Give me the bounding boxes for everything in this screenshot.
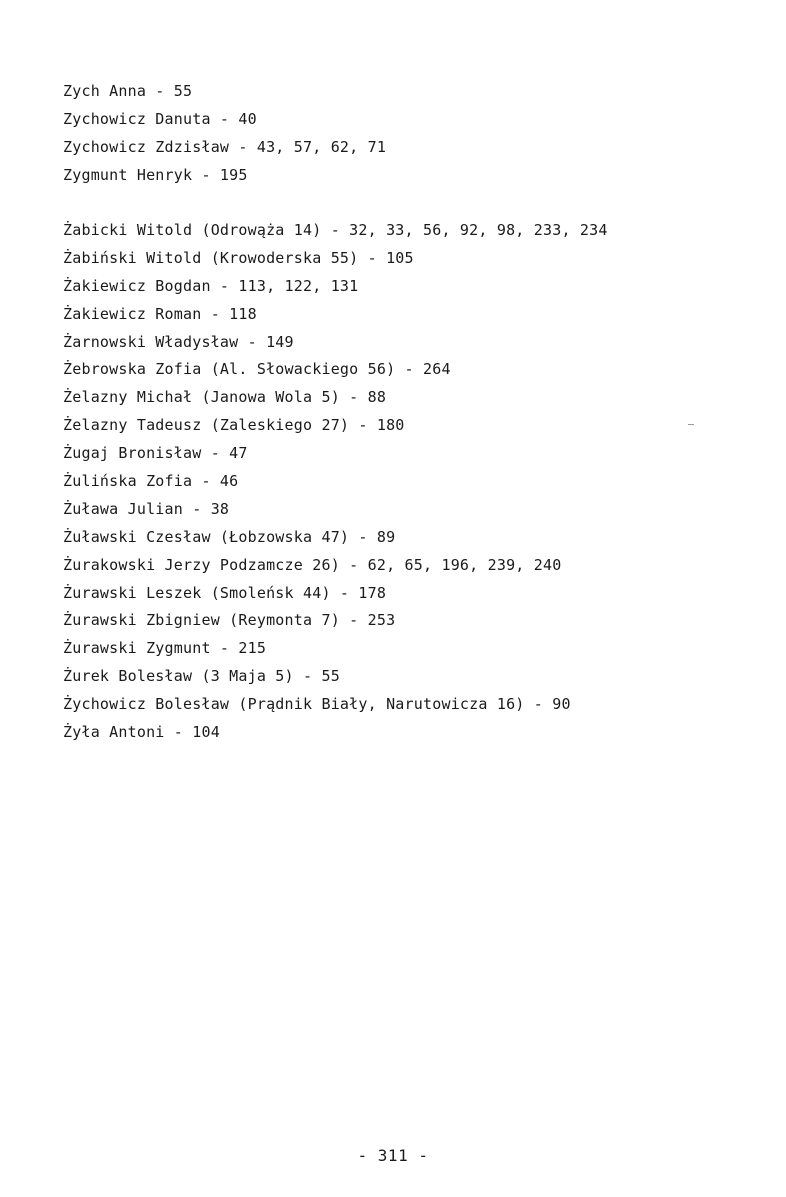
index-entry: Żurek Bolesław (3 Maja 5) - 55 [63,667,340,686]
index-entry: Zychowicz Danuta - 40 [63,109,257,128]
index-entry: Żakiewicz Roman - 118 [63,304,257,323]
index-entry: Żabicki Witold (Odrowąża 14) - 32, 33, 56, 92, 98, 233, 234 [63,221,608,239]
index-entry: Żebrowska Zofia (Al. Słowackiego 56) - 264 [63,360,451,379]
index-entry: Żurawski Zbigniew (Reymonta 7) - 253 [63,611,396,630]
index-entry: Żychowicz Bolesław (Prądnik Biały, Narutowicza 16) - 90 [63,695,571,714]
index-entry: Żurawski Leszek (Smoleńsk 44) - 178 [63,583,387,602]
index-entry: Żulińska Zofia - 46 [63,472,239,491]
index-entry: Żelazny Tadeusz (Zaleskiego 27) - 180 [63,416,405,435]
index-entry: Żelazny Michał (Janowa Wola 5) - 88 [63,388,387,407]
index-entry: Żurakowski Jerzy Podzamcze 26) - 62, 65, 196, 239, 240 [63,555,562,574]
index-entry: Żyła Antoni - 104 [63,723,220,742]
index-group-z-dot [63,217,608,747]
index-group-z [63,78,386,190]
index-entry: Żarnowski Władysław - 149 [63,332,294,351]
index-entry: Zygmunt Henryk - 195 [63,165,248,184]
index-entry: Żuława Julian - 38 [63,499,230,518]
index-entry: Żuławski Czesław (Łobzowska 47) - 89 [63,527,396,546]
index-entry: Żakiewicz Bogdan - 113, 122, 131 [63,276,359,295]
index-entry: Żabiński Witold (Krowoderska 55) - 105 [63,248,414,267]
scan-mark [688,424,694,425]
index-entry: Żurawski Zygmunt - 215 [63,639,267,658]
index-entry: Zych Anna - 55 [63,82,193,100]
index-entry: Zychowicz Zdzisław - 43, 57, 62, 71 [63,137,387,156]
index-entry: Żugaj Bronisław - 47 [63,444,248,463]
page-number: - 311 - [357,1146,429,1165]
